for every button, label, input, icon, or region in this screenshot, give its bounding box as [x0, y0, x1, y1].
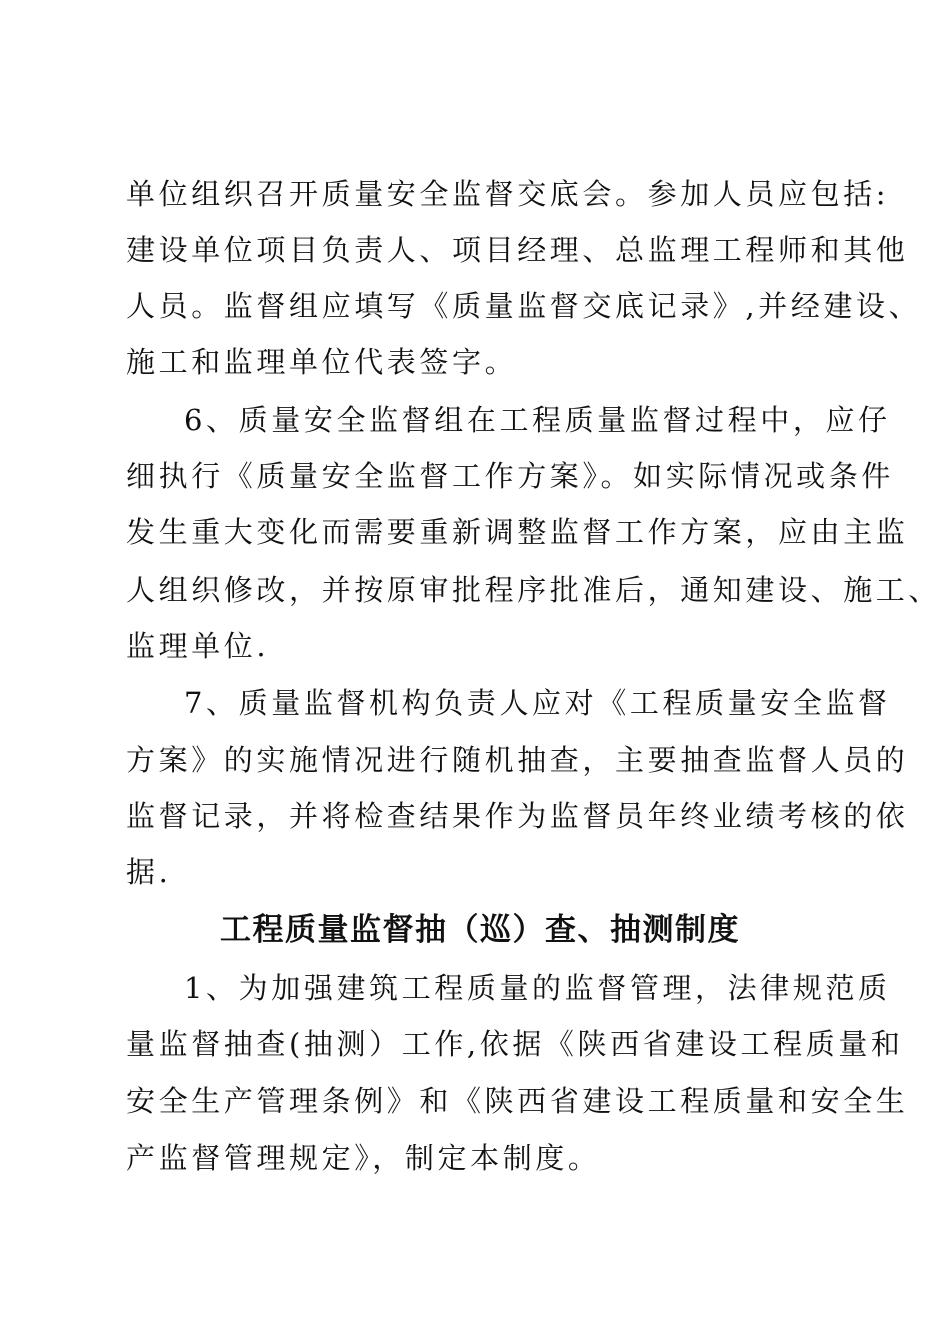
paragraph-line: 量监督抽查(抽测）工作,依据《陕西省建设工程质量和: [126, 1027, 904, 1061]
paragraph-line: 6、质量安全监督组在工程质量监督过程中，应仔: [184, 403, 891, 437]
section-heading: 工程质量监督抽（巡）查、抽测制度: [220, 912, 740, 948]
paragraph-line: 施工和监理单位代表签字。: [126, 345, 518, 379]
paragraph-line: 人员。监督组应填写《质量监督交底记录》,并经建设、: [126, 289, 922, 323]
paragraph-line: 方案》的实施情况进行随机抽查，主要抽查监督人员的: [126, 743, 909, 777]
paragraph-line: 建设单位项目负责人、项目经理、总监理工程师和其他: [126, 233, 909, 267]
paragraph-line: 据.: [126, 855, 172, 889]
paragraph-line: 安全生产管理条例》和《陕西省建设工程质量和安全生: [126, 1084, 909, 1118]
paragraph-line: 监督记录，并将检查结果作为监督员年终业绩考核的依: [126, 799, 909, 833]
paragraph-line: 单位组织召开质量安全监督交底会。参加人员应包括:: [126, 177, 890, 211]
paragraph-line: 发生重大变化而需要重新调整监督工作方案，应由主监: [126, 515, 909, 549]
paragraph-line: 产监督管理规定》，制定本制度。: [126, 1141, 601, 1175]
paragraph-line: 7、质量监督机构负责人应对《工程质量安全监督: [184, 686, 891, 720]
paragraph-line: 1、为加强建筑工程质量的监督管理，法律规范质: [184, 971, 891, 1005]
paragraph-line: 人组织修改，并按原审批程序批准后，通知建设、施工、: [126, 573, 942, 607]
paragraph-line: 监理单位.: [126, 629, 270, 663]
paragraph-line: 细执行《质量安全监督工作方案》。如实际情况或条件: [126, 459, 894, 493]
